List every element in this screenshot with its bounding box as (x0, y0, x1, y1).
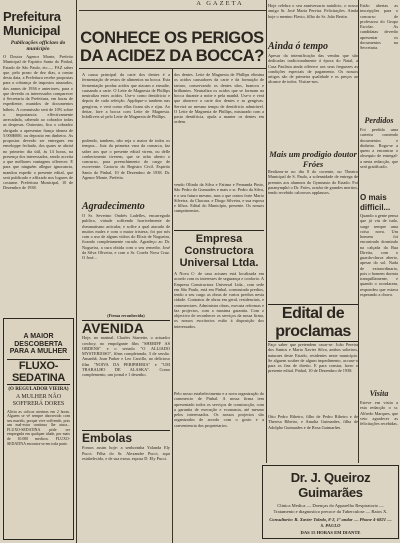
article-body: vendo Olinda da Silva e Fatima e Fernanda Pinto, São Pedro do Gumarães e mais o sr. Pedro da Silva, e o seu futuro mesmo, mas o que outros forte Mario Silveira, da Chacara, e Diogo Silveira, e sua esposa e filhos. Edital do Município, presente. Os nossos cumprimentos. (174, 182, 264, 214)
ad-headline: A MAIOR DESCOBERTA PARA A MULHER (9, 333, 68, 355)
article-body: Hoje celebra o seu anniversario natalicio, o nosso amigo Sr. José Maria Pereira. Felicitações. Ainda hoje o menino Flavio, filho do Sr. João Bertin. (268, 3, 358, 19)
section-subtitle: Publicações officiaes do município (10, 40, 66, 52)
ad-claim: A MULHER NÃO SOFFRERÁ DORES (12, 393, 65, 407)
article-body: podendo, tambem, não seja o maior de todos os tempos... Juiz da primeira vara da comarca, faz saber aos que o presente edital virem, ou delle conhecimento tiverem, que se acha aberto o concurso, para preenchimento do cargo de escrevente. Cartorio do Registro Civil. Espirito Santo do Pinhal, 10 de Dezembro de 1938. Dr. Agenor Monte, Prefeito. (82, 138, 170, 180)
masthead: A GAZETA (196, 0, 244, 7)
column-3 (174, 72, 264, 486)
headline-bottom-rule (79, 68, 266, 69)
article-body: Estão abertas as inscripções para o concurso de professora do Grupo Escolar. As candidatas deverão apresentar os documentos na Secretaria. (360, 3, 398, 50)
doctor-name: Dr. J. Queiroz Guimarães (290, 470, 371, 500)
column-2 (82, 72, 170, 481)
section-title: Visita (369, 389, 389, 398)
column-4 (268, 3, 358, 444)
article-body: Fomos assim hoje: a senhorinha Yolanda Ely Pucci. Filha do Sr. Alexandre Pucci, aqui estabelecido, e de sua exma. esposa D. Ely Pucci. (82, 445, 170, 461)
column-prefeitura (3, 0, 73, 272)
ad-doctor (262, 465, 399, 539)
ad-fluxo-sedatina (3, 318, 74, 540)
section-title: Empresa Constructora Universal Ltda. (174, 230, 264, 269)
section-title: O mais difficil... (360, 193, 391, 212)
ad-product-name: FLUXO-SEDATINA (7, 359, 70, 385)
article-body: Hoje, no matinal, Charles Starrette, o actuador cowboy, no empolgante film "SHERIFF AS ORDENS" e o seriado "O ALLIADO MYSTERIOSO", films completando, 3 de sessão. Amanhã, Joan Parker e Leo Carrillo, no delicioso film "NOIVA DA PERIPHERIA" e "UM TRABALHO DE ALASKA". Como complemento, um jornal e 1 desenho. (82, 335, 170, 377)
section-title: Mais um prodigio doutor Fróes (269, 149, 357, 169)
headline: CONHECE OS PERIGOS DA ACIDEZ DA BOCCA? (80, 29, 264, 65)
article-body: Otto Pedro Ribeiro, filho de Pedro Ribeiro e de Theresa Ribeiro, e Amalia Guimarães, filha de Adolpho Guimarães e de Rosa Guimarães. (268, 414, 358, 430)
column-rule (76, 0, 77, 543)
ad-specialty: Clinica Medica — Doenças do Apparelho Respiratorio — Tratamento e diagnostico precoce da Tuberculose — Raios X. (273, 503, 388, 514)
section-title: Agradecimento (82, 201, 145, 212)
column-rule (358, 0, 359, 463)
ad-body: Alivia as colicas uterinas em 2 horas. Alguem se vê sempre aborrecido com seu marido, porque vive soffrendo, pois um mal-estar continuo lhe ataca... FLUXO-SEDATINA póde ser empregada em qualquer idade, por mais de 10.000 medicos. FLUXO-SEDATINA encontra-se em toda parte. (7, 409, 70, 446)
headline-top-rule (79, 10, 266, 11)
column-5 (360, 3, 398, 448)
signature-note: (Firma reconhecida) (107, 313, 145, 318)
article-body: Quando a gente pensa que já viu de tudo, surge sempre uma coisa nova. Um homem foi encontrado dormindo na calçada da Rua Direita, com o guarda-chuva aberto, apesar do sol. Nada de extraordinario, pois o homem dormia tranquillamente, e quando o acordaram, respondeu que estava esperando a chuva. (360, 213, 398, 297)
article-body: Esteve em visita a esta redacção o sr. Alfredo Marques, que veio agradecer as felicitações recebidas. (360, 400, 398, 426)
section-title: AVENIDA (82, 320, 170, 335)
article-body: Realizou-se no dia 8 do corrente, no Theatro Municipal de S. Paulo, a solennidade de entrega de premios aos alumnos do Gymnasio do Estado. Foi paranymphó o Dr. Fróes, orador de grandes meritos, tendo recebido calorosos applausos. (268, 169, 358, 195)
ad-address: Consultorio: R. Xavier Toledo, 8-2, 1º andar — Phone 4-6821 — S. PAULO (269, 517, 392, 528)
article-body: Foi perdida uma carteira contendo documentos e dinheiro. Roga-se a quem a encontrar o obsequio de entregal-a nesta redacção, que será gratificado. (360, 127, 398, 169)
article-body: Faço saber que pretendem casar-se: João Pereira dos Santos e Maria Xavier Silva, ambos solteiros, naturaes deste Estado, residentes neste municipio. Se alguem souber de algum impedimento, accuse-o para os fins de direito. E para constar, lavro o presente edital. Pinhal, 10 de Dezembro de 1938. (268, 342, 358, 374)
article-body: A Nova C- de casa actuaes está localizada em acordo com os interesses de segurança e conforto. A Empresa Constructora Universal Ltda., com sede em São Paulo, está em Pinhal, construindo predios, tendo a seu cargo as obras de varios predios nesta cidade. Contratos de obras em geral, residenciais, e commerciaes. Administra obras, executa reformas e faz projectos, com a maxima garantia. Com o objectivo de reconhecer os serviços da nossa firma, os nossos escritorios estão á disposição dos interessados. (174, 271, 264, 329)
section-title: Ainda ó tempo (268, 41, 329, 52)
column-rule (172, 69, 173, 543)
article-body: Apesar da intensificação das vendas que são dedicadas tradicionalmente á época do Natal, a Casa Paulista ainda offerece aos seus freguezes as condições especiais de pagamento. Os nossos artigos são de primeira qualidade e os preços ao alcance de todos. Visitae-nos. (268, 53, 358, 85)
section-title: Prefeitura Municipal (3, 9, 61, 38)
column-rule (266, 0, 267, 463)
section-title: Perdidos (364, 116, 394, 125)
ad-hours: DAS 15 HORAS EM DIANTE (300, 530, 361, 536)
article-body: O Sr. Severino Ondrés Ladelles, encarregado publico, virtude soffrendo horrivelmente de rheumatismo articular, e soffre a qual atacado de muitos males e com o maior tristeza, foi por nós com o uso de alguns vidros do Elixir de Nogueira, ficando completamente curado. Agradeço ao Dr. Nogueira, a cura obtida com o seu remedio. José da Silva Oliveira, e com o Sr. Corrêa Nova Cruz. O José... (82, 213, 170, 260)
section-title: Edital de proclamas (268, 304, 358, 342)
article-body: O Doutor Agenor Monte, Prefeito Municipal de Espirito Santo do Pinhal, Estado de São Paulo, etc.— FAZ saber que, pelo prazo de dez dias, a contar desta data, a Prefeitura recebe propostas para a cobrança de impostos atrazados, dos annos de 1936 e anteriores, para o que deverão os interessados comparecer á Secretaria da Prefeitura, em horas de expediente, munidos de documentos hábeis. A commissão será de 10% sobre a importancia effectivamente arrecadada, cabendo ao cobrador todas as despesas. Outrosim, fica o cobrador obrigado a apresentar fiança idonea de 5:000$000, ou deposito em dinheiro. As propostas deverão ser entregues em enveloppe fechado, dos quaes se abrirá no primeiro dia útil, ás 14 horas, na presença dos interessados, sendo acceita a que melhores vantagens offerecer. E para que ninguém allegue ignorancia, mandou expedir o presente edital, que será publicado e affixado nos logares de costume. Prefeitura Municipal, 10 de Dezembro de 1938. (3, 54, 73, 191)
article-body: A causa principal da carie dos dentes é a fermentação de restos de alimentos na bocca. Esta fermentação produz acidos que atacam o esmalte, causando a carie. O Leite de Magnesia de Phillips neutraliza estes acidos. Use-o como dentifricio e depois de cada refeição. Applique-o tambem nas gengivas, e verá como ellas ficam sãs e rijas. Ao deitar, lave a bocca com Leite de Magnesia. Infalliveis só pelo Leite de Magnesia de Phillips. (82, 72, 170, 119)
article-body: dos dentes. Leite de Magnesia de Phillips elimina os acidos causadores da carie e da formação de tartaro, conservando os dentes sãos, brancos e brilhantes. Neutraliza os acidos que se formam na bocca durante a noite e pela manhã. Use-o e verá que aborrece a carie dos dentes e as gengivas. Servirá ao mesmo tempo de dentifricio admirável. O Leite de Magnesia de Phillips, misturado com a pasta dentifricia, ajuda a manter os dentes em ordem. (174, 72, 264, 125)
section-title: Embolas (82, 430, 170, 445)
article-body: Pelo nosso estabelecimento e a nova organização do commercio de Pinhal. A nossa firma tem apresentado todos os serviços de construcção, com a garantia de execução e economia, até mesmo pelos interessados. Os nossos projectos são organizados de acordo com o gosto e a conveniencia dos proprietarios. (174, 391, 264, 428)
ad-tagline: (O REGULADOR VIEIRA) (8, 386, 69, 392)
